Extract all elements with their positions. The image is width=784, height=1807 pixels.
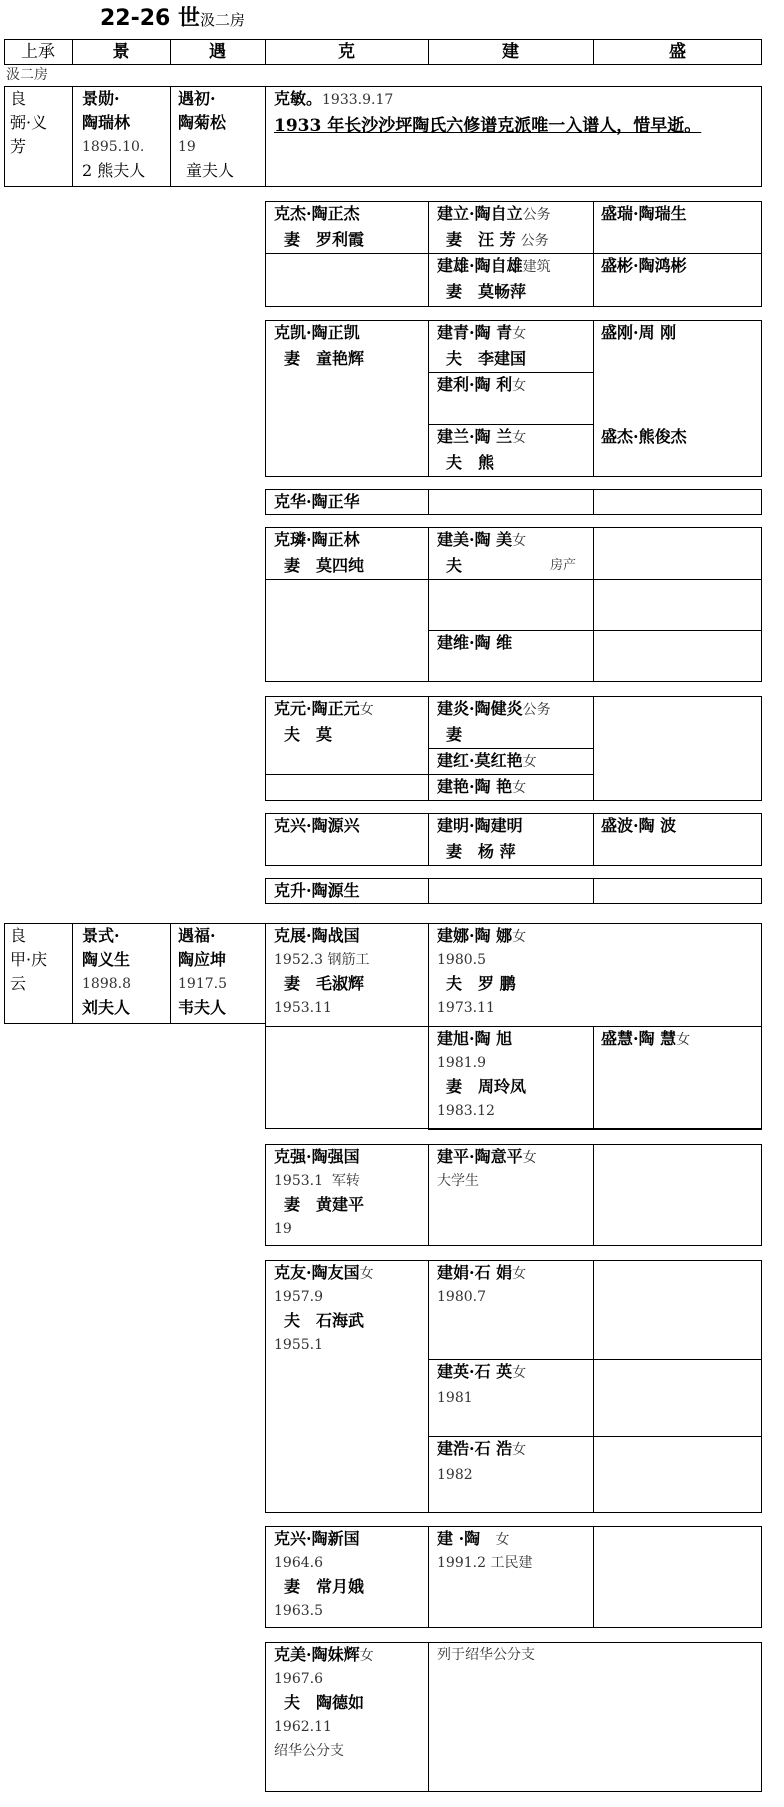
group1-jian1-name: 建立·陶自立 bbox=[437, 204, 523, 223]
group10-jian1-date: 1980.7 bbox=[437, 1289, 486, 1305]
group3-ke-name: 克华·陶正华 bbox=[274, 492, 360, 511]
group8-ke-spouse: 妻 毛淑辉 bbox=[284, 974, 365, 993]
group1-jian2-name: 建雄·陶自雄 bbox=[437, 256, 523, 275]
block2-yu-spouse: 韦夫人 bbox=[178, 998, 227, 1017]
group2-jian3 bbox=[437, 427, 526, 448]
block1-shangcheng-2: 弼·义 bbox=[10, 113, 48, 132]
group10-jian3-date: 1982 bbox=[437, 1467, 473, 1483]
block1-yu-date: 19 bbox=[178, 139, 196, 155]
group4-ke-spouse: 妻 莫四纯 bbox=[284, 556, 365, 575]
header-jian: 建 bbox=[502, 42, 519, 62]
group10-jian3-name: 建浩·石 浩 bbox=[437, 1439, 513, 1458]
block2-jing-name: 景式· bbox=[82, 926, 120, 945]
group10-ke-spouse: 夫 石海武 bbox=[284, 1311, 365, 1330]
header-yu: 遇 bbox=[209, 42, 226, 62]
group6-sheng1: 盛波·陶 波 bbox=[601, 816, 677, 835]
group12-jian-note: 列于绍华公分支 bbox=[437, 1647, 535, 1663]
block1-shangcheng-3: 芳 bbox=[10, 137, 27, 156]
group10-jian2-name: 建英·石 英 bbox=[437, 1362, 513, 1381]
group1-jian1-spouse: 妻 汪 芳 bbox=[446, 230, 516, 249]
group1-jian1 bbox=[437, 204, 551, 225]
group8-jian2-date: 1981.9 bbox=[437, 1055, 486, 1071]
group9-ke-date-line bbox=[274, 1171, 360, 1191]
group11-jian1-name: 建 ·陶 bbox=[437, 1529, 481, 1548]
group8-jian2-spouse: 妻 周玲凤 bbox=[446, 1077, 527, 1096]
group1-jian2-spouse: 妻 莫畅萍 bbox=[446, 282, 527, 301]
block2-yu-full: 陶应坤 bbox=[178, 950, 227, 969]
group1-ke-name: 克杰·陶正杰 bbox=[274, 204, 360, 223]
page-title bbox=[100, 6, 245, 33]
group8-ke-date: 1952.3 bbox=[274, 952, 323, 968]
group2-jian1 bbox=[437, 323, 526, 344]
group1-sheng1: 盛瑞·陶瑞生 bbox=[601, 204, 687, 223]
block2-yu-date: 1917.5 bbox=[178, 976, 227, 992]
group10-ke-spouse-date: 1955.1 bbox=[274, 1337, 323, 1353]
group5-ke-name: 克元·陶正元 bbox=[274, 699, 360, 718]
group6-jian1-name: 建明·陶建明 bbox=[437, 816, 523, 835]
group11-jian1-tag: 女 bbox=[495, 1532, 510, 1548]
group9-jian1-tag: 女 bbox=[522, 1150, 537, 1166]
group10-jian1-name: 建娟·石 娟 bbox=[437, 1263, 513, 1282]
block1-note: 1933 年长沙沙坪陶氏六修谱克派唯一入谱人，惜早逝。 bbox=[274, 116, 702, 136]
group2-jian2 bbox=[437, 375, 526, 396]
group12-ke-spouse-date: 1962.11 bbox=[274, 1719, 332, 1735]
block2-yu-name: 遇福· bbox=[178, 926, 216, 945]
group8-jian1-spouse: 夫 罗 鹏 bbox=[446, 974, 516, 993]
group9-jian1 bbox=[437, 1147, 537, 1168]
group6-ke-name: 克兴·陶源兴 bbox=[274, 816, 360, 835]
group5-jian3-name: 建艳·陶 艳 bbox=[437, 777, 513, 796]
group5-jian1 bbox=[437, 699, 551, 720]
page-title-main: 22-26 世 bbox=[100, 6, 201, 31]
group10-jian3-tag: 女 bbox=[512, 1442, 527, 1458]
block1-shangcheng-1: 良 bbox=[10, 89, 27, 108]
block2-jing-full: 陶义生 bbox=[82, 950, 131, 969]
group8-sheng2-name: 盛慧·陶 慧 bbox=[601, 1029, 677, 1048]
header-sheng: 盛 bbox=[669, 42, 686, 62]
group2-jian3-spouse: 夫 熊 bbox=[446, 453, 495, 472]
group5-jian2-name: 建红·莫红艳 bbox=[437, 751, 523, 770]
group8-jian1 bbox=[437, 926, 526, 947]
group10-jian2 bbox=[437, 1362, 526, 1383]
block2-jing-spouse: 刘夫人 bbox=[82, 998, 131, 1017]
group10-jian1-tag: 女 bbox=[512, 1266, 527, 1282]
block1-yu-name: 遇初· bbox=[178, 89, 216, 108]
group5-jian3-tag: 女 bbox=[512, 780, 527, 796]
group5-ke bbox=[274, 699, 374, 720]
group1-sheng2: 盛彬·陶鸿彬 bbox=[601, 256, 687, 275]
group6-jian1-spouse: 妻 杨 萍 bbox=[446, 842, 516, 861]
block2-shangcheng-3: 云 bbox=[10, 974, 27, 993]
group11-ke-name: 克兴·陶新国 bbox=[274, 1529, 360, 1548]
group8-jian1-date: 1980.5 bbox=[437, 952, 486, 968]
group2-ke-name: 克凯·陶正凯 bbox=[274, 323, 360, 342]
group8-jian1-tag: 女 bbox=[512, 929, 527, 945]
group5-jian2-tag: 女 bbox=[522, 754, 537, 770]
block1-jing-spouse: 2 熊夫人 bbox=[82, 161, 146, 180]
group11-ke-date: 1964.6 bbox=[274, 1555, 323, 1571]
block2-shangcheng-1: 良 bbox=[10, 926, 27, 945]
group10-ke bbox=[274, 1263, 374, 1284]
block1-yu-full: 陶菊松 bbox=[178, 113, 227, 132]
group2-sheng3: 盛杰·熊俊杰 bbox=[601, 427, 687, 446]
group5-jian2 bbox=[437, 751, 537, 772]
group11-jian1-date-line bbox=[437, 1553, 532, 1573]
group4-jian1-name: 建美·陶 美 bbox=[437, 530, 513, 549]
group8-ke bbox=[274, 926, 360, 946]
group12-ke-tag: 女 bbox=[359, 1648, 374, 1664]
group8-sheng2-tag: 女 bbox=[676, 1032, 691, 1048]
group1-jian2-tag: 建筑 bbox=[522, 259, 551, 275]
group11-ke-spouse: 妻 常月娥 bbox=[284, 1577, 365, 1596]
ke-min-date: 1933.9.17 bbox=[322, 92, 394, 108]
group8-ke-name: 克展·陶战国 bbox=[274, 926, 360, 945]
group10-jian3 bbox=[437, 1439, 526, 1460]
header-ke: 克 bbox=[338, 42, 355, 62]
group10-jian1 bbox=[437, 1263, 526, 1284]
group2-jian3-name: 建兰·陶 兰 bbox=[437, 427, 513, 446]
group9-ke-date: 1953.1 bbox=[274, 1173, 323, 1189]
group9-ke-name: 克强·陶强国 bbox=[274, 1147, 360, 1166]
group8-sheng2 bbox=[601, 1029, 690, 1050]
group9-ke-spouse: 妻 黄建平 bbox=[284, 1195, 365, 1214]
group10-jian2-tag: 女 bbox=[512, 1365, 527, 1381]
group8-ke-spouse-date: 1953.11 bbox=[274, 1000, 332, 1016]
group8-jian1-spouse-date: 1973.11 bbox=[437, 1000, 495, 1016]
header-jing: 景 bbox=[112, 42, 130, 62]
group9-ke-spouse-date: 19 bbox=[274, 1221, 292, 1237]
group1-jian1-spouse-tag: 公务 bbox=[520, 233, 549, 249]
group10-ke-date: 1957.9 bbox=[274, 1289, 323, 1305]
block1-ke-min bbox=[274, 89, 393, 110]
group4-jian1 bbox=[437, 530, 526, 551]
group4-ke-name: 克璘·陶正林 bbox=[274, 530, 360, 549]
group2-jian3-tag: 女 bbox=[512, 430, 527, 446]
group5-ke-tag: 女 bbox=[359, 702, 374, 718]
group7-ke-name: 克升·陶源生 bbox=[274, 881, 360, 900]
group2-jian1-spouse: 夫 李建国 bbox=[446, 349, 527, 368]
group5-jian1-spouse: 妻 bbox=[446, 725, 463, 744]
group5-jian1-name: 建炎·陶健炎 bbox=[437, 699, 523, 718]
group1-ke-spouse: 妻 罗利霞 bbox=[284, 230, 365, 249]
group2-sheng1: 盛刚·周 刚 bbox=[601, 323, 677, 342]
header-shangcheng: 上承 bbox=[21, 42, 55, 62]
group4-jian3-name: 建维·陶 维 bbox=[437, 633, 513, 652]
group11-jian1-note: 工民建 bbox=[490, 1555, 533, 1571]
group2-jian1-tag: 女 bbox=[512, 326, 527, 342]
group10-box bbox=[265, 1260, 762, 1513]
group2-jian1-name: 建青·陶 青 bbox=[437, 323, 513, 342]
group1-jian1-sp bbox=[446, 230, 549, 251]
group8-ke-tag: 钢筋工 bbox=[327, 952, 370, 968]
group4-jian1-spouse: 夫 bbox=[446, 556, 463, 575]
group11-jian1 bbox=[437, 1529, 509, 1550]
group12-ke-spouse: 夫 陶德如 bbox=[284, 1693, 365, 1712]
group8-jian2-name: 建旭·陶 旭 bbox=[437, 1029, 513, 1048]
group8-jian1-name: 建娜·陶 娜 bbox=[437, 926, 513, 945]
group8-jian2-spouse-date: 1983.12 bbox=[437, 1103, 495, 1119]
group1-jian2 bbox=[437, 256, 551, 277]
group9-jian1-note: 大学生 bbox=[437, 1173, 479, 1189]
group10-jian2-date: 1981 bbox=[437, 1390, 473, 1406]
group10-ke-name: 克友·陶友国 bbox=[274, 1263, 360, 1282]
group12-ke-note: 绍华公分支 bbox=[274, 1743, 344, 1759]
block1-yu-spouse: 童夫人 bbox=[186, 161, 235, 180]
group5-jian1-tag: 公务 bbox=[522, 702, 551, 718]
group5-ke-spouse: 夫 莫 bbox=[284, 725, 333, 744]
group2-jian2-name: 建利·陶 利 bbox=[437, 375, 513, 394]
group9-ke-tag: 军转 bbox=[331, 1173, 360, 1189]
group11-ke-spouse-date: 1963.5 bbox=[274, 1603, 323, 1619]
group4-jian1-tag: 女 bbox=[512, 533, 527, 549]
group2-ke-spouse: 妻 童艳辉 bbox=[284, 349, 365, 368]
group9-jian1-name: 建平·陶意平 bbox=[437, 1147, 523, 1166]
block2-shangcheng-2: 甲·庆 bbox=[10, 950, 48, 969]
block1-jing-date: 1895.10. bbox=[82, 139, 145, 155]
group11-jian1-date: 1991.2 bbox=[437, 1555, 486, 1571]
group4-jian1-spouse-tag: 房产 bbox=[550, 558, 577, 573]
block1-jing-full: 陶瑞林 bbox=[82, 113, 131, 132]
subheading: 汲二房 bbox=[6, 67, 48, 83]
block1-jing-name: 景勋· bbox=[82, 89, 120, 108]
ke-min-name: 克敏。 bbox=[274, 89, 323, 108]
group5-jian3 bbox=[437, 777, 526, 798]
group12-ke-date: 1967.6 bbox=[274, 1671, 323, 1687]
group8-ke-date-line bbox=[274, 950, 369, 970]
group2-jian2-tag: 女 bbox=[512, 378, 527, 394]
group10-ke-tag: 女 bbox=[359, 1266, 374, 1282]
block2-jing-date: 1898.8 bbox=[82, 976, 131, 992]
group12-ke bbox=[274, 1645, 374, 1666]
group12-ke-name: 克美·陶妹辉 bbox=[274, 1645, 360, 1664]
group1-jian1-tag: 公务 bbox=[522, 207, 551, 223]
page-title-sub: 汲二房 bbox=[200, 11, 246, 29]
